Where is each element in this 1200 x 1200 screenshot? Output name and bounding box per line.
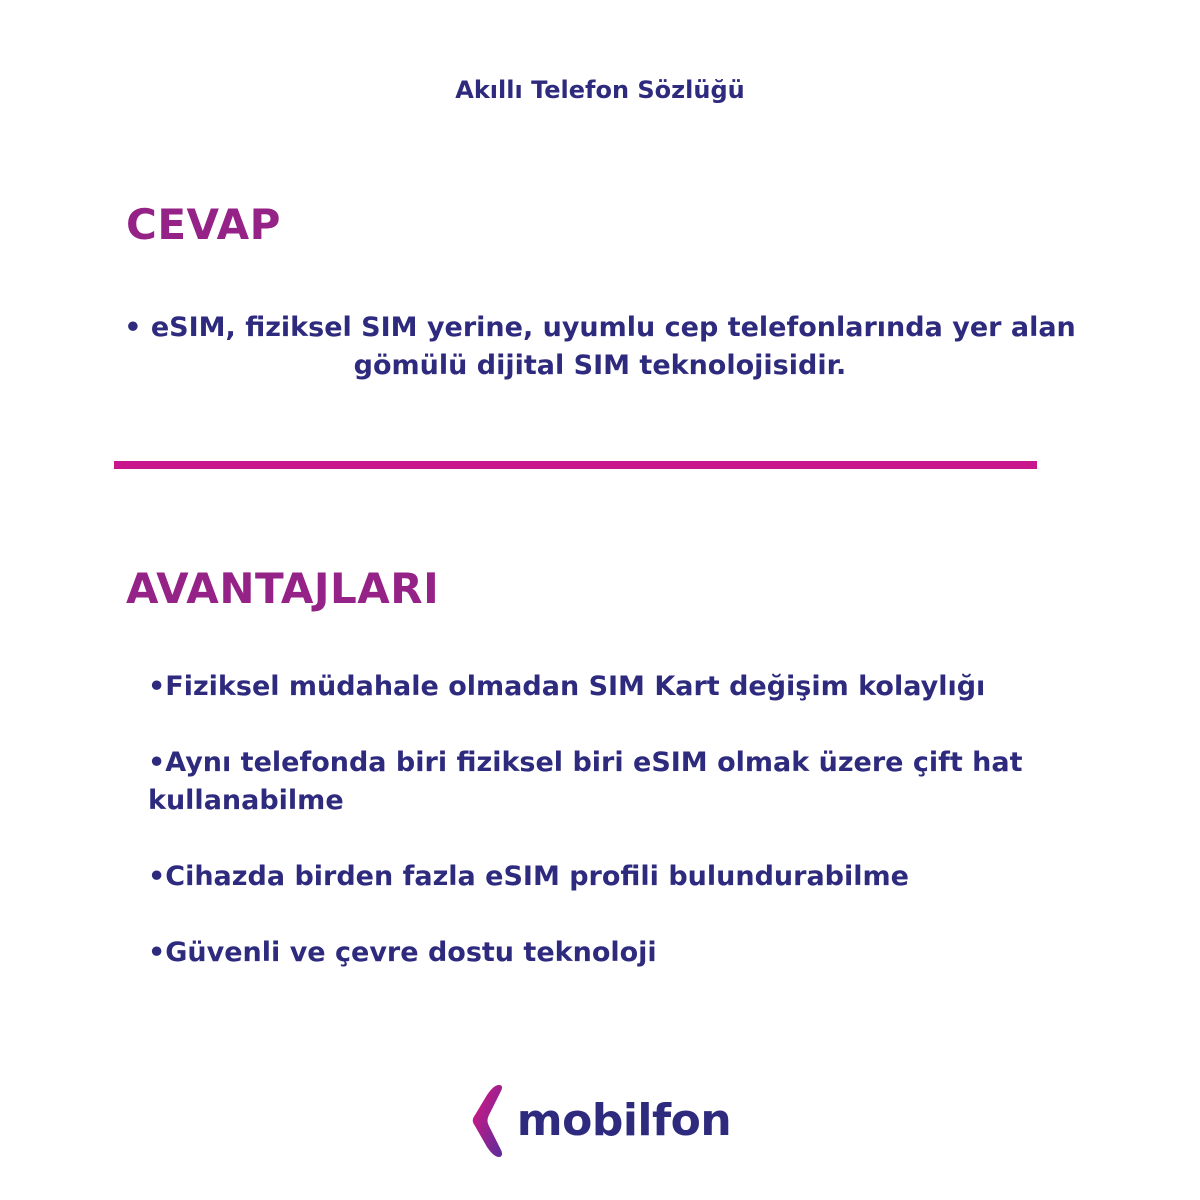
section-divider [114, 461, 1037, 469]
answer-bullet: • [124, 312, 151, 343]
answer-text: eSIM, fiziksel SIM yerine, uyumlu cep telefonlarında yer alan gömülü dijital SIM teknolojisidir. [150, 312, 1076, 381]
advantage-bullet: • [148, 861, 166, 892]
brand-name: mobilfon [516, 1094, 732, 1146]
answer-heading: CEVAP [126, 200, 281, 249]
advantage-item [148, 858, 1048, 896]
advantage-bullet: • [148, 937, 166, 968]
brand-logo [0, 1080, 1200, 1160]
advantage-text: Cihazda birden fazla eSIM profili bulundurabilme [165, 861, 909, 892]
answer-text-block [120, 309, 1080, 385]
page-title: Akıllı Telefon Sözlüğü [455, 76, 745, 104]
advantage-bullet: • [148, 747, 166, 778]
advantage-text: Aynı telefonda biri fiziksel biri eSIM olmak üzere çift hat kullanabilme [148, 747, 1023, 816]
advantage-item [148, 934, 1048, 972]
advantage-text: Fiziksel müdahale olmadan SIM Kart değişim kolaylığı [165, 671, 986, 702]
advantage-text: Güvenli ve çevre dostu teknoloji [165, 937, 657, 968]
advantages-heading: AVANTAJLARI [126, 564, 440, 613]
chevron-left-icon [469, 1081, 513, 1159]
advantage-item [148, 744, 1048, 820]
advantage-item [148, 668, 1048, 706]
advantage-bullet: • [148, 671, 166, 702]
